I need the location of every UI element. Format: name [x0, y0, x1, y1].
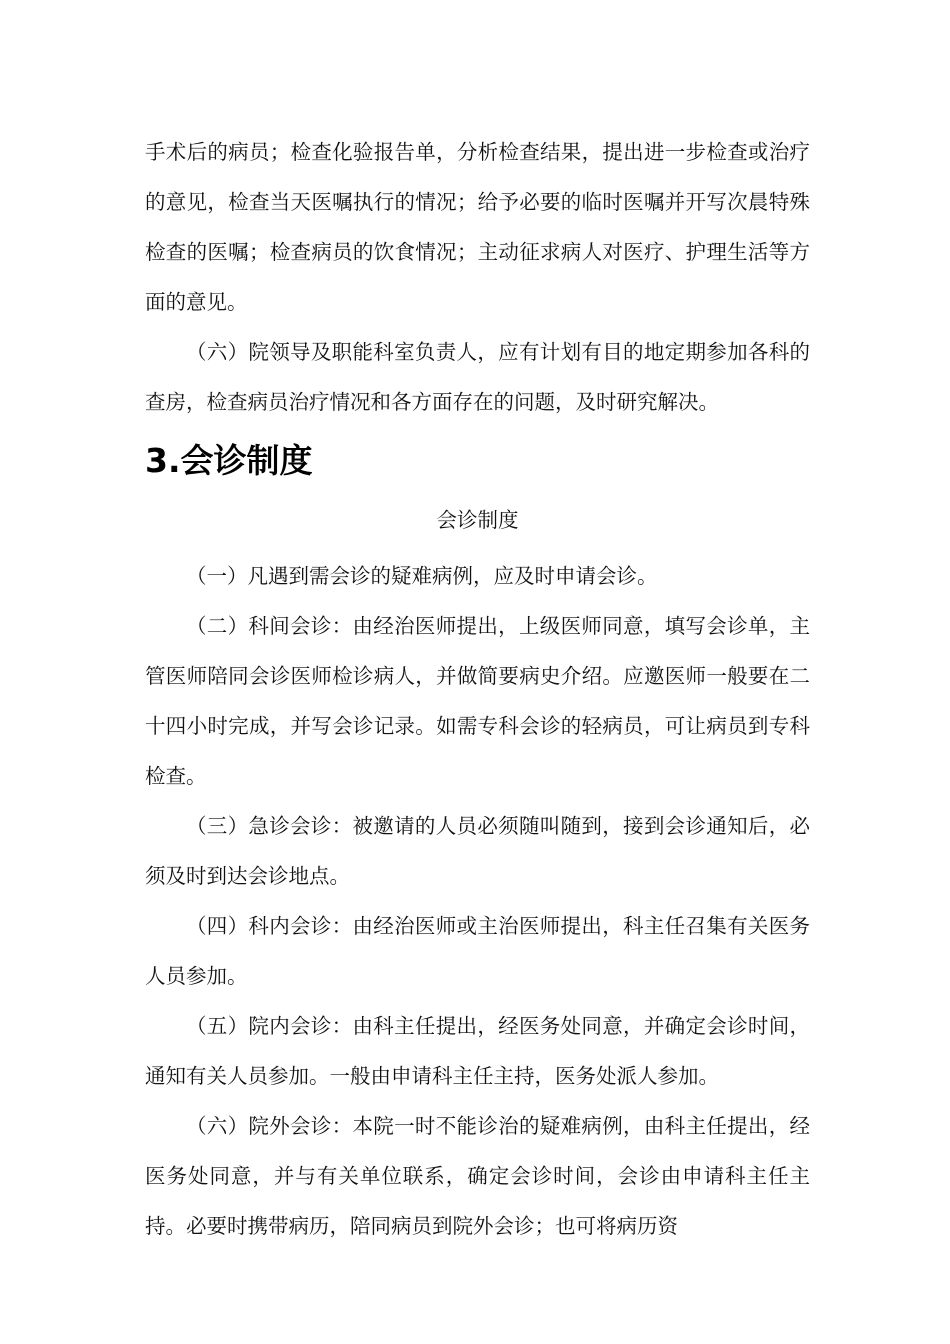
ward-round-item-6: （六）院领导及职能科室负责人，应有计划有目的地定期参加各科的查房，检查病员治疗情况和各方面存在的问题，及时研究解决。 [145, 340, 810, 414]
consultation-item-6: （六）院外会诊：本院一时不能诊治的疑难病例，由科主任提出，经医务处同意，并与有关单位联系，确定会诊时间，会诊由申请科主任主持。必要时携带病历，陪同病员到院外会诊；也可将病历资 [145, 1114, 810, 1238]
consultation-item-3: （三）急诊会诊：被邀请的人员必须随叫随到，接到会诊通知后，必须及时到达会诊地点。 [145, 814, 810, 888]
continued-paragraph: 手术后的病员；检查化验报告单，分析检查结果，提出进一步检查或治疗的意见，检查当天医嘱执行的情况；给予必要的临时医嘱并开写次晨特殊检查的医嘱；检查病员的饮食情况；主动征求病人对医疗、护理生活等方面的意见。 [145, 140, 810, 314]
subtitle: 会诊制度 [436, 508, 519, 532]
section-title: 3.会诊制度 [145, 441, 313, 480]
consultation-item-1: （一）凡遇到需会诊的疑难病例，应及时申请会诊。 [186, 564, 658, 588]
document-body [145, 127, 810, 1251]
consultation-item-4: （四）科内会诊：由经治医师或主治医师提出，科主任召集有关医务人员参加。 [145, 914, 810, 988]
consultation-item-5: （五）院内会诊：由科主任提出，经医务处同意，并确定会诊时间，通知有关人员参加。一般由申请科主任主持，医务处派人参加。 [145, 1014, 810, 1088]
consultation-item-2: （二）科间会诊：由经治医师提出，上级医师同意，填写会诊单，主管医师陪同会诊医师检诊病人，并做简要病史介绍。应邀医师一般要在二十四小时完成，并写会诊记录。如需专科会诊的轻病员，可让病员到专科检查。 [145, 614, 810, 788]
